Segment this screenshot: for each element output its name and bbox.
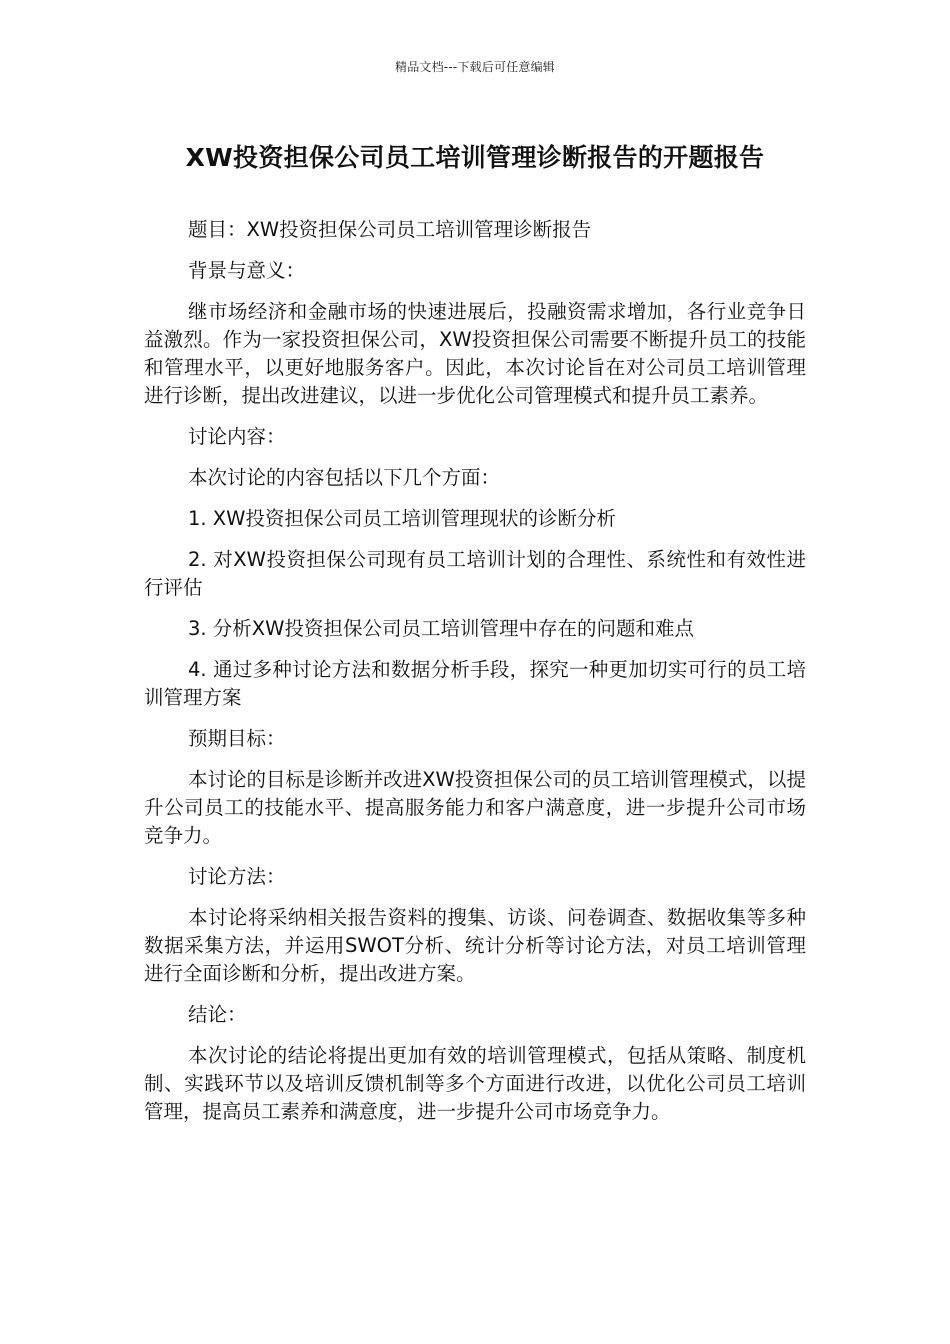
content-item-1: 1. XW投资担保公司员工培训管理现状的诊断分析 bbox=[188, 507, 616, 530]
topic-paragraph: 题目：XW投资担保公司员工培训管理诊断报告 bbox=[188, 218, 592, 241]
content-heading: 讨论内容： bbox=[188, 425, 286, 448]
document-body bbox=[144, 216, 806, 1139]
methods-heading: 讨论方法： bbox=[188, 865, 286, 888]
background-paragraph: 继市场经济和金融市场的快速进展后，投融资需求增加，各行业竞争日益激烈。作为一家投资担保公司，XW投资担保公司需要不断提升员工的技能和管理水平，以更好地服务客户。因此，本次讨论旨在对公司员工培训管理进行诊断，提出改进建议，以进一步优化公司管理模式和提升员工素养。 bbox=[144, 300, 806, 407]
document-title: XW投资担保公司员工培训管理诊断报告的开题报告 bbox=[185, 143, 765, 172]
methods-paragraph: 本讨论将采纳相关报告资料的搜集、访谈、问卷调查、数据收集等多种数据采集方法，并运用SWOT分析、统计分析等讨论方法，对员工培训管理进行全面诊断和分析，提出改进方案。 bbox=[144, 906, 806, 985]
conclusion-paragraph: 本次讨论的结论将提出更加有效的培训管理模式，包括从策略、制度机制、实践环节以及培训反馈机制等多个方面进行改进，以优化公司员工培训管理，提高员工素养和满意度，进一步提升公司市场竞争力。 bbox=[144, 1044, 806, 1123]
background-heading: 背景与意义： bbox=[188, 259, 306, 282]
header-note: 精品文档---下载后可任意编辑 bbox=[395, 60, 555, 74]
conclusion-heading: 结论： bbox=[188, 1003, 247, 1026]
content-item-3: 3. 分析XW投资担保公司员工培训管理中存在的问题和难点 bbox=[188, 617, 694, 640]
content-item-2: 2. 对XW投资担保公司现有员工培训计划的合理性、系统性和有效性进行评估 bbox=[144, 548, 806, 599]
goals-paragraph: 本讨论的目标是诊断并改进XW投资担保公司的员工培训管理模式，以提升公司员工的技能水平、提高服务能力和客户满意度，进一步提升公司市场竞争力。 bbox=[144, 768, 806, 847]
content-intro-paragraph: 本次讨论的内容包括以下几个方面： bbox=[188, 466, 501, 489]
goals-heading: 预期目标： bbox=[188, 727, 286, 750]
content-item-4: 4. 通过多种讨论方法和数据分析手段，探究一种更加切实可行的员工培训管理方案 bbox=[144, 658, 806, 709]
